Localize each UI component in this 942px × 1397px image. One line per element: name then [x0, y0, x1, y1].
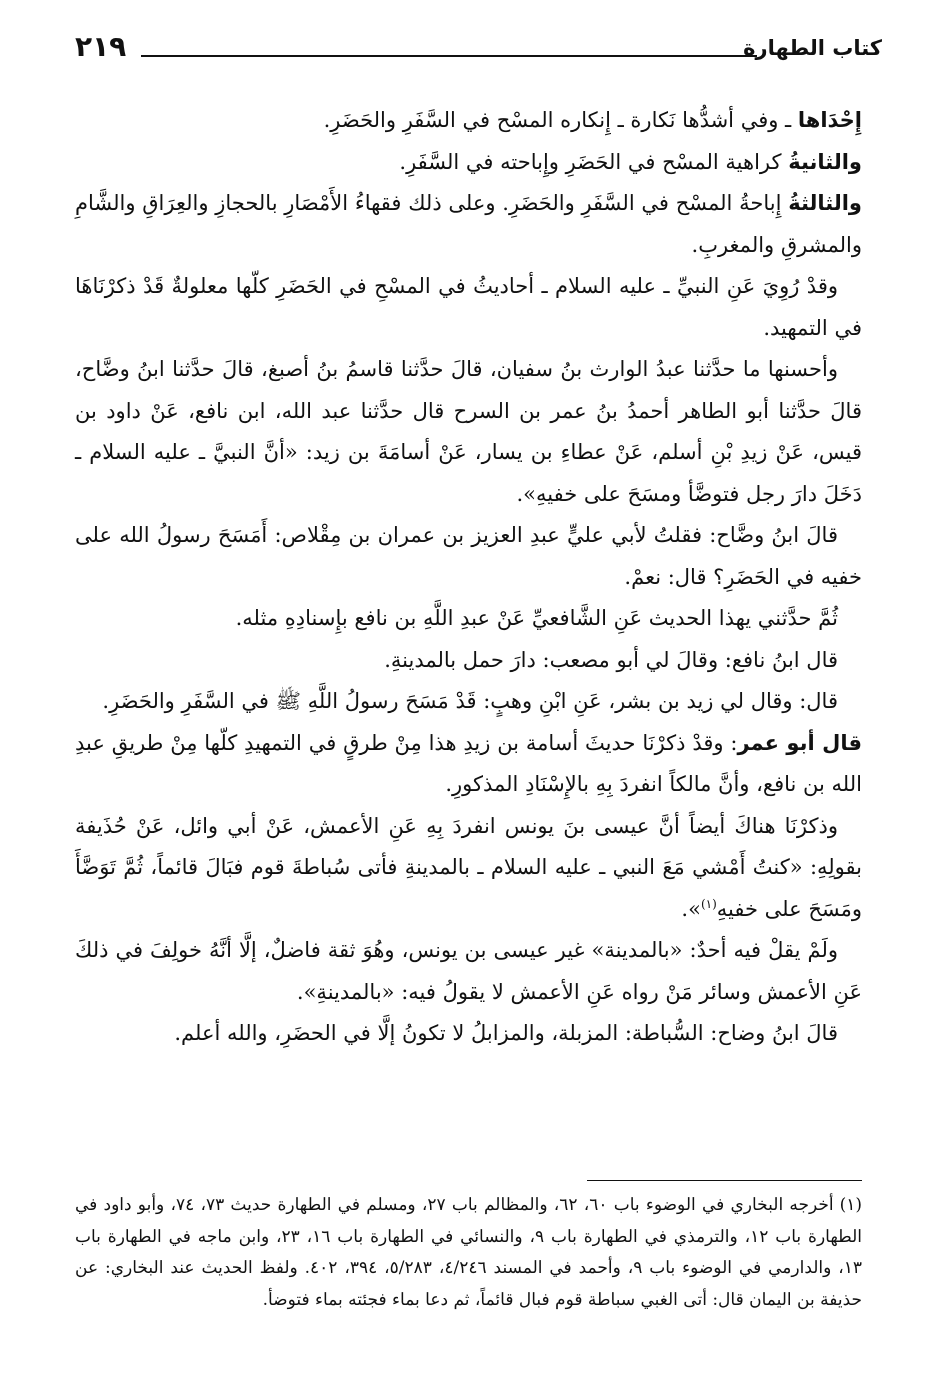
footnote-rule [587, 1180, 862, 1181]
paragraph-text: قالَ ابنُ وضاح: السُّباطة: المزبلة، والمزابلُ لا تكونُ إلَّا في الحضَرِ، والله أعلم. [174, 1021, 838, 1045]
paragraph-second [75, 142, 862, 184]
paragraph [75, 266, 862, 349]
paragraph-text: قال ابنُ نافع: وقالَ لي أبو مصعب: دارَ حمل بالمدينةِ. [384, 647, 838, 672]
body-text [75, 100, 862, 1055]
book-title: كتاب الطهارة [743, 36, 882, 60]
paragraph [75, 515, 862, 598]
paragraph-text: وقدْ رُوِيَ عَنِ النبيِّ ـ عليه السلام ـ أحاديثُ في المسْحِ في الحَضَرِ كلّها معلولةٌ قَدْ ذكرْنَاهَا في التمهيد. [75, 274, 862, 340]
paragraph-lead: إِحْدَاها [797, 108, 862, 132]
paragraph-lead: قال أبو عمر [737, 730, 862, 755]
paragraph [75, 640, 862, 682]
paragraph-text: كراهية المسْح في الحَضَرِ وإِباحته في السَّفَرِ. [399, 149, 789, 174]
paragraph [75, 349, 862, 515]
paragraph-lead: والثانيةُ [788, 149, 862, 174]
paragraph-text: وذكرْنَا هناكَ أيضاً أنَّ عيسى بنَ يونس انفردَ بِهِ عَنِ الأعمش، عَنْ أبي وائل، عَنْ حُذَيفة بقولِهِ: «كنتُ أَمْشي مَعَ النبي ـ عليه السلام ـ بالمدينةِ فأتى سُباطةَ قوم فبَالَ قائماً، ثُمَّ تَوَضَّأَ ومَسَحَ على خفيهِ [75, 813, 862, 921]
paragraph-text: قال: وقال لي زيد بن بشر، عَنِ ابْنِ وهبٍ: قَدْ مَسَحَ رسولُ اللَّهِ ﷺ في السَّفَرِ والحَضَرِ. [102, 689, 838, 713]
page-number: ٢١٩ [75, 30, 127, 63]
footnote-item [75, 1190, 862, 1316]
paragraph [75, 681, 862, 723]
footnote-text: أخرجه البخاري في الوضوء باب ٦٠، ٦٢، والمظالم باب ٢٧، ومسلم في الطهارة حديث ٧٣، ٧٤، وأبو داود في الطهارة باب ١٢، والترمذي في الطهارة باب ٩، والنسائي في الطهارة باب ١٦، ٢٣، وابن ماجه في الطهارة باب ١٣، والدارمي في الوضوء باب ٩، وأحمد في المسند ٤/٢٤٦، ٥/٢٨٣، ٣٩٤، ٤٠٢. ولفظ الحديث عند البخاري: عن حذيفة بن اليمان قال: أتى الغبي سباطة قوم فبال قائماً، ثم دعا بماء فجئته بماء فتوضأ. [75, 1195, 863, 1310]
paragraph-tail: ». [681, 896, 701, 921]
footnotes [75, 1190, 862, 1316]
footnote-marker: (١) [839, 1195, 863, 1215]
paragraph [75, 930, 862, 1013]
paragraph-first [75, 100, 862, 142]
paragraph-text: قالَ ابنُ وضَّاح: فقلتُ لأبي عليٍّ عبدِ العزيز بن عمران بن مِقْلاص: أَمَسَحَ رسولُ الله على خفيه في الحَضَرِ؟ قال: نعمْ. [75, 523, 862, 589]
running-header [75, 30, 882, 70]
paragraph [75, 1013, 862, 1055]
paragraph-text: ثُمَّ حدَّثني يهذا الحديث عَنِ الشَّافعيِّ عَنْ عبدِ اللَّهِ بن نافع بإِسنادِهِ مثله. [235, 606, 838, 630]
paragraph-abu-umar [75, 723, 862, 806]
paragraph [75, 598, 862, 640]
paragraph-text: إِباحةُ المسْح في السَّفَرِ والحَضَرِ. وعلى ذلك فقهاءُ الأَمْصَارِ بالحجازِ والعِرَاقِ والشَّامِ والمشرقِ والمغربِ. [75, 191, 862, 257]
paragraph [75, 806, 862, 931]
paragraph-text: ـ وفي أشدُّها نَكارة ـ إِنكاره المسْح في السَّفَرِ والحَضَرِ. [323, 108, 798, 132]
paragraph-text: ولَمْ يقلْ فيه أحدٌ: «بالمدينة» غير عيسى بن يونس، وهُوَ ثقة فاضلٌ، إلَّا أنَّهُ خولِفَ في ذلكَ عَنِ الأعمش وسائر مَنْ رواه عَنِ الأعمش لا يقولُ فيه: «بالمدينةِ». [75, 938, 862, 1004]
paragraph-text: وأحسنها ما حدَّثنا عبدُ الوارث بنُ سفيان، قالَ حدَّثنا قاسمُ بنُ أصبغ، قالَ حدَّثنا ابنُ وضَّاح، قالَ حدَّثنا أبو الطاهر أحمدُ بنُ عمر بن السرح قال حدَّثنا عبد الله، ابن نافع، عَنْ داود بن قيس، عَنْ زيدِ بْنِ أسلم، عَنْ عطاءِ بن يسار، عَنْ أسامَةَ بن زيد: «أنَّ النبيَّ ـ عليه السلام ـ دَخَلَ دارَ رجل فتوضَّأ ومسَحَ على خفيهِ». [75, 357, 862, 506]
header-rule [141, 55, 757, 57]
paragraph-lead: والثالثةُ [788, 191, 862, 215]
paragraph-third [75, 183, 862, 266]
footnote-reference[interactable]: (١) [700, 896, 717, 911]
paragraph-text: : وقدْ ذكرْنَا حديثَ أسامة بن زيدِ هذا مِنْ طرقٍ في التمهيدِ كلّها مِنْ طريقِ عبدِ الله بن نافع، وأنَّ مالكاً انفردَ بِهِ بالإِسْنَادِ المذكورِ. [75, 730, 862, 796]
